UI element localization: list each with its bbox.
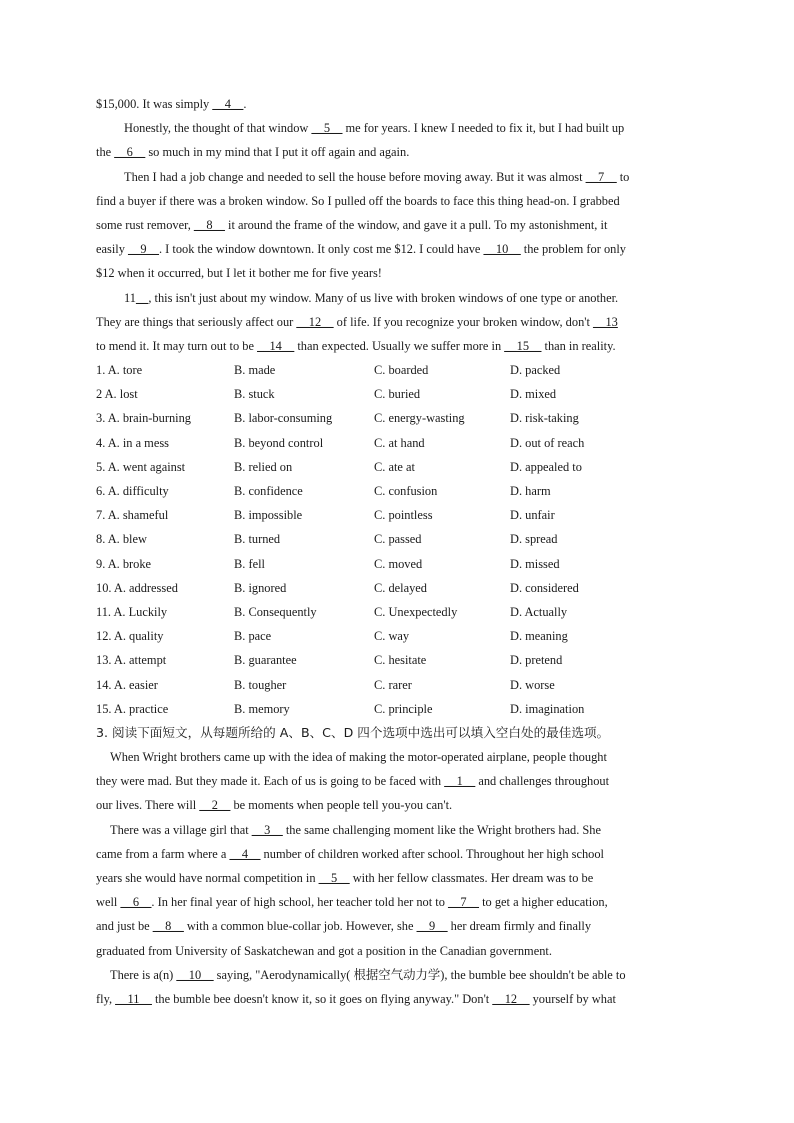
option-row <box>96 648 696 672</box>
text-segment: be moments when people tell you-you can't. <box>230 798 453 813</box>
section3-line <box>96 914 696 938</box>
option-choice: D. imagination <box>510 701 585 716</box>
option-choice: B. confidence <box>234 484 303 498</box>
text-segment: some rust remover, <box>96 217 194 232</box>
option-row <box>96 552 696 576</box>
option-choice: 3. A. brain-burning <box>96 411 191 426</box>
option-choice: D. packed <box>510 363 561 378</box>
option-choice: 6. A. difficulty <box>96 484 169 498</box>
passage1-line <box>96 261 696 285</box>
blank-number: __8__ <box>152 919 184 934</box>
passage-3 <box>96 745 696 1011</box>
section3-line <box>96 842 696 866</box>
blank-number: __5__ <box>311 121 343 136</box>
option-choice: D. mixed <box>510 387 557 402</box>
option-choice: D. unfair <box>510 508 555 523</box>
option-choice: B. memory <box>234 701 290 716</box>
option-choice: B. Consequently <box>234 604 317 619</box>
option-choice: 10. A. addressed <box>96 580 178 595</box>
option-choice: C. hesitate <box>374 653 427 668</box>
section3-line <box>96 963 696 987</box>
document-page <box>96 92 696 1011</box>
option-choice: C. ate at <box>374 459 415 474</box>
text-segment: saying, "Aerodynamically( 根据空气动力学), the bumble bee shouldn't be able to <box>213 967 626 982</box>
passage1-line <box>96 237 696 261</box>
section3-line <box>96 769 696 793</box>
option-choice: B. stuck <box>234 387 275 402</box>
option-choice: 8. A. blew <box>96 532 147 547</box>
option-choice: B. beyond control <box>234 435 324 450</box>
option-row <box>96 576 696 600</box>
option-choice: C. at hand <box>374 435 425 450</box>
blank-number: __9__ <box>128 242 159 257</box>
option-choice: B. ignored <box>234 580 287 595</box>
text-segment: and just be <box>96 919 153 934</box>
blank-number: __10__ <box>483 242 521 257</box>
text-segment: the problem for only <box>520 242 626 257</box>
option-choice: D. appealed to <box>510 459 582 474</box>
option-row <box>96 503 696 527</box>
option-choice: C. principle <box>374 701 433 716</box>
text-segment: fly, <box>96 991 116 1006</box>
option-choice: C. passed <box>374 532 422 547</box>
blank-number: __10__ <box>176 967 214 982</box>
blank-number: __9__ <box>416 919 448 934</box>
section3-line <box>96 890 696 914</box>
section-3-heading: 3. 阅读下面短文，从每题所给的 A、B、C、D 四个选项中选出可以填入空白处的最佳选项。 <box>96 724 610 740</box>
blank-number: __ <box>135 290 149 305</box>
option-choice: C. buried <box>374 387 421 402</box>
text-segment: graduated from University of Saskatchewan and got a position in the Canadian government. <box>96 943 552 958</box>
blank-number: __8__ <box>193 217 225 232</box>
text-segment: They are things that seriously affect our <box>96 314 297 329</box>
text-segment: to get a higher education, <box>479 895 608 910</box>
passage-1 <box>96 92 696 358</box>
option-row <box>96 527 696 551</box>
option-choice: 5. A. went against <box>96 459 186 474</box>
option-choice: 15. A. practice <box>96 701 169 716</box>
passage1-line <box>96 140 696 164</box>
text-segment: the bumble bee doesn't know it, so it goes on flying anyway." Don't <box>151 991 493 1006</box>
passage1-line <box>96 334 696 358</box>
blank-number: __5__ <box>318 871 350 885</box>
passage1-line <box>96 286 696 310</box>
option-choice: D. spread <box>510 532 558 547</box>
text-segment: years she would have normal competition in <box>96 871 319 885</box>
text-segment: 11 <box>124 290 136 305</box>
option-choice: B. tougher <box>234 677 287 692</box>
text-segment: so much in my mind that I put it off again and again. <box>145 145 410 160</box>
text-segment: it around the frame of the window, and gave it a pull. To my astonishment, it <box>224 217 608 232</box>
option-choice: 9. A. broke <box>96 556 152 571</box>
text-segment: There was a village girl that <box>110 822 252 837</box>
option-choice: B. impossible <box>234 508 303 523</box>
text-segment: Honestly, the thought of that window <box>124 121 312 136</box>
option-choice: D. missed <box>510 556 560 571</box>
option-choice: D. worse <box>510 677 555 692</box>
text-segment: with her fellow classmates. Her dream was to be <box>349 871 594 885</box>
text-segment: to <box>616 169 630 184</box>
text-segment: easily <box>96 242 128 257</box>
passage1-line <box>96 116 696 140</box>
option-choice: D. harm <box>510 484 551 498</box>
option-row <box>96 479 696 503</box>
section3-line <box>96 745 696 769</box>
blank-number: __7__ <box>448 895 479 910</box>
text-segment: $15,000. It was simply <box>96 97 213 111</box>
text-segment: . I took the window downtown. It only cost me $12. I could have <box>158 242 484 257</box>
text-segment: When Wright brothers came up with the idea of making the motor-operated airplane, people thought <box>110 750 607 765</box>
text-segment: than in reality. <box>541 338 616 353</box>
option-choice: C. rarer <box>374 677 412 692</box>
text-segment: than expected. Usually we suffer more in <box>294 338 505 353</box>
text-segment: yourself by what <box>529 991 616 1006</box>
blank-number: __6__ <box>114 145 146 160</box>
text-segment: with a common blue-collar job. However, she <box>183 919 417 934</box>
passage1-line <box>96 189 696 213</box>
blank-number: __13 <box>593 314 618 329</box>
blank-number: __4__ <box>212 97 244 111</box>
option-choice: D. risk-taking <box>510 411 579 426</box>
text-segment: the same challenging moment like the Wright brothers had. She <box>282 822 601 837</box>
text-segment: our lives. There will <box>96 798 200 813</box>
option-choice: 1. A. tore <box>96 363 143 378</box>
blank-number: __12__ <box>296 314 334 329</box>
option-row <box>96 673 696 697</box>
option-choice: C. delayed <box>374 580 427 595</box>
option-choice: 13. A. attempt <box>96 653 167 668</box>
option-choice: D. considered <box>510 580 579 595</box>
option-choice: 2 A. lost <box>96 387 138 402</box>
option-choice: 4. A. in a mess <box>96 435 169 450</box>
text-segment: her dream firmly and finally <box>447 919 592 934</box>
option-choice: B. pace <box>234 629 272 644</box>
option-choice: C. pointless <box>374 508 433 523</box>
text-segment: to mend it. It may turn out to be <box>96 338 258 353</box>
option-choice: C. Unexpectedly <box>374 604 458 619</box>
section3-line <box>96 939 696 963</box>
option-row <box>96 431 696 455</box>
section3-line <box>96 987 696 1011</box>
passage1-line <box>96 213 696 237</box>
option-choice: C. moved <box>374 556 423 571</box>
text-segment: of life. If you recognize your broken window, don't <box>333 314 594 329</box>
option-choice: D. out of reach <box>510 435 585 450</box>
option-choice: 12. A. quality <box>96 629 164 644</box>
passage1-line <box>96 310 696 334</box>
blank-number: __2__ <box>199 798 231 813</box>
blank-number: __4__ <box>229 846 261 861</box>
option-row <box>96 697 696 721</box>
text-segment: Then I had a job change and needed to sell the house before moving away. But it was almost <box>124 169 586 184</box>
passage1-line <box>96 165 696 189</box>
blank-number: __12__ <box>492 991 530 1006</box>
option-choice: 11. A. Luckily <box>96 604 168 619</box>
section3-line <box>96 818 696 842</box>
option-choice: C. energy-wasting <box>374 411 465 426</box>
text-segment: number of children worked after school. Throughout her high school <box>260 846 604 861</box>
option-row <box>96 600 696 624</box>
blank-number: __14__ <box>257 338 295 353</box>
text-segment: . In her final year of high school, her teacher told her not to <box>151 895 449 910</box>
option-row <box>96 382 696 406</box>
text-segment: There is a(n) <box>110 967 177 982</box>
option-choice: B. guarantee <box>234 653 297 668</box>
text-segment: and challenges throughout <box>475 774 610 789</box>
text-segment: $12 when it occurred, but I let it bother me for five years! <box>96 266 382 281</box>
section3-line <box>96 866 696 890</box>
option-choice: C. boarded <box>374 363 429 378</box>
option-row <box>96 624 696 648</box>
option-choice: 14. A. easier <box>96 677 158 692</box>
blank-number: __15__ <box>504 338 542 353</box>
option-choice: D. pretend <box>510 653 563 668</box>
blank-number: __3__ <box>251 822 283 837</box>
option-choice: D. meaning <box>510 629 568 644</box>
text-segment: the <box>96 145 115 160</box>
option-row <box>96 455 696 479</box>
text-segment: they were mad. But they made it. Each of us is going to be faced with <box>96 774 445 789</box>
option-row <box>96 358 696 382</box>
option-choice: B. labor-consuming <box>234 411 333 426</box>
text-segment: , this isn't just about my window. Many of us live with broken windows of one type or another. <box>148 290 619 305</box>
blank-number: __7__ <box>585 169 617 184</box>
text-segment: find a buyer if there was a broken window. So I pulled off the boards to face this thing head-on. I grabbed <box>96 193 620 208</box>
blank-number: __6__ <box>120 895 152 910</box>
option-row <box>96 406 696 430</box>
option-choice: B. made <box>234 363 276 378</box>
text-segment: me for years. I knew I needed to fix it, but I had built up <box>342 121 625 136</box>
option-choice: C. confusion <box>374 484 438 498</box>
blank-number: __11__ <box>115 991 152 1006</box>
text-segment: . <box>243 97 247 111</box>
option-choice: 7. A. shameful <box>96 508 169 523</box>
option-choice: D. Actually <box>510 604 568 619</box>
text-segment: came from a farm where a <box>96 846 230 861</box>
option-choice: B. relied on <box>234 459 293 474</box>
options-list-1 <box>96 358 696 721</box>
blank-number: __1__ <box>444 774 476 789</box>
section3-line <box>96 793 696 817</box>
option-choice: B. turned <box>234 532 281 547</box>
option-choice: B. fell <box>234 556 265 571</box>
passage1-line <box>96 92 696 116</box>
text-segment: well <box>96 895 121 910</box>
option-choice: C. way <box>374 629 410 644</box>
